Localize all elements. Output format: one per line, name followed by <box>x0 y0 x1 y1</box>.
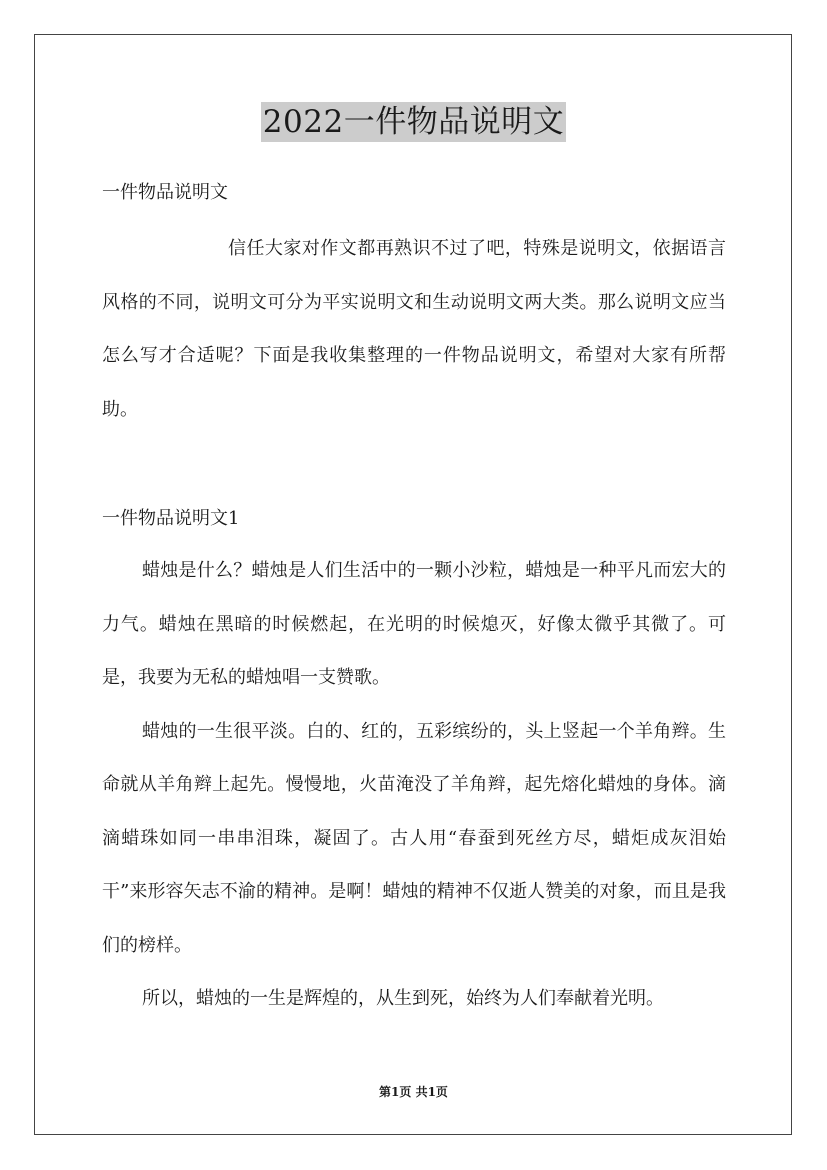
body-paragraph-3: 所以，蜡烛的一生是辉煌的，从生到死，始终为人们奉献着光明。 <box>142 988 664 1009</box>
document-title <box>0 102 827 142</box>
body-paragraph-2: 蜡烛的一生很平淡。白的、红的，五彩缤纷的，头上竖起一个羊角辫。生命就从羊角辫上起先。慢慢地，火苗淹没了羊角辫，起先熔化蜡烛的身体。滴滴蜡珠如同一串串泪珠，凝固了。古人用“春蚕到死丝方尽，蜡炬成灰泪始干”来形容矢志不渝的精神。是啊！蜡烛的精神不仅逝人赞美的对象，而且是我们的榜样。 <box>102 720 726 956</box>
intro-paragraph: 信任大家对作文都再熟识不过了吧，特殊是说明文，依据语言风格的不同，说明文可分为平实说明文和生动说明文两大类。那么说明文应当怎么写才合适呢？下面是我收集整理的一件物品说明文，希望对大家有所帮助。 <box>102 238 726 420</box>
section-body <box>102 544 726 1026</box>
body-paragraph-1: 蜡烛是什么？蜡烛是人们生活中的一颗小沙粒，蜡烛是一种平凡而宏大的力气。蜡烛在黑暗的时候燃起，在光明的时候熄灭，好像太微乎其微了。可是，我要为无私的蜡烛唱一支赞歌。 <box>102 560 726 688</box>
intro-block <box>102 222 726 436</box>
document-title-text: 2022一件物品说明文 <box>262 104 565 140</box>
section-heading: 一件物品说明文1 <box>102 508 240 529</box>
subheading: 一件物品说明文 <box>102 182 228 203</box>
page-number-label: 第1页 共1页 <box>379 1085 448 1099</box>
page-footer <box>0 1084 827 1100</box>
